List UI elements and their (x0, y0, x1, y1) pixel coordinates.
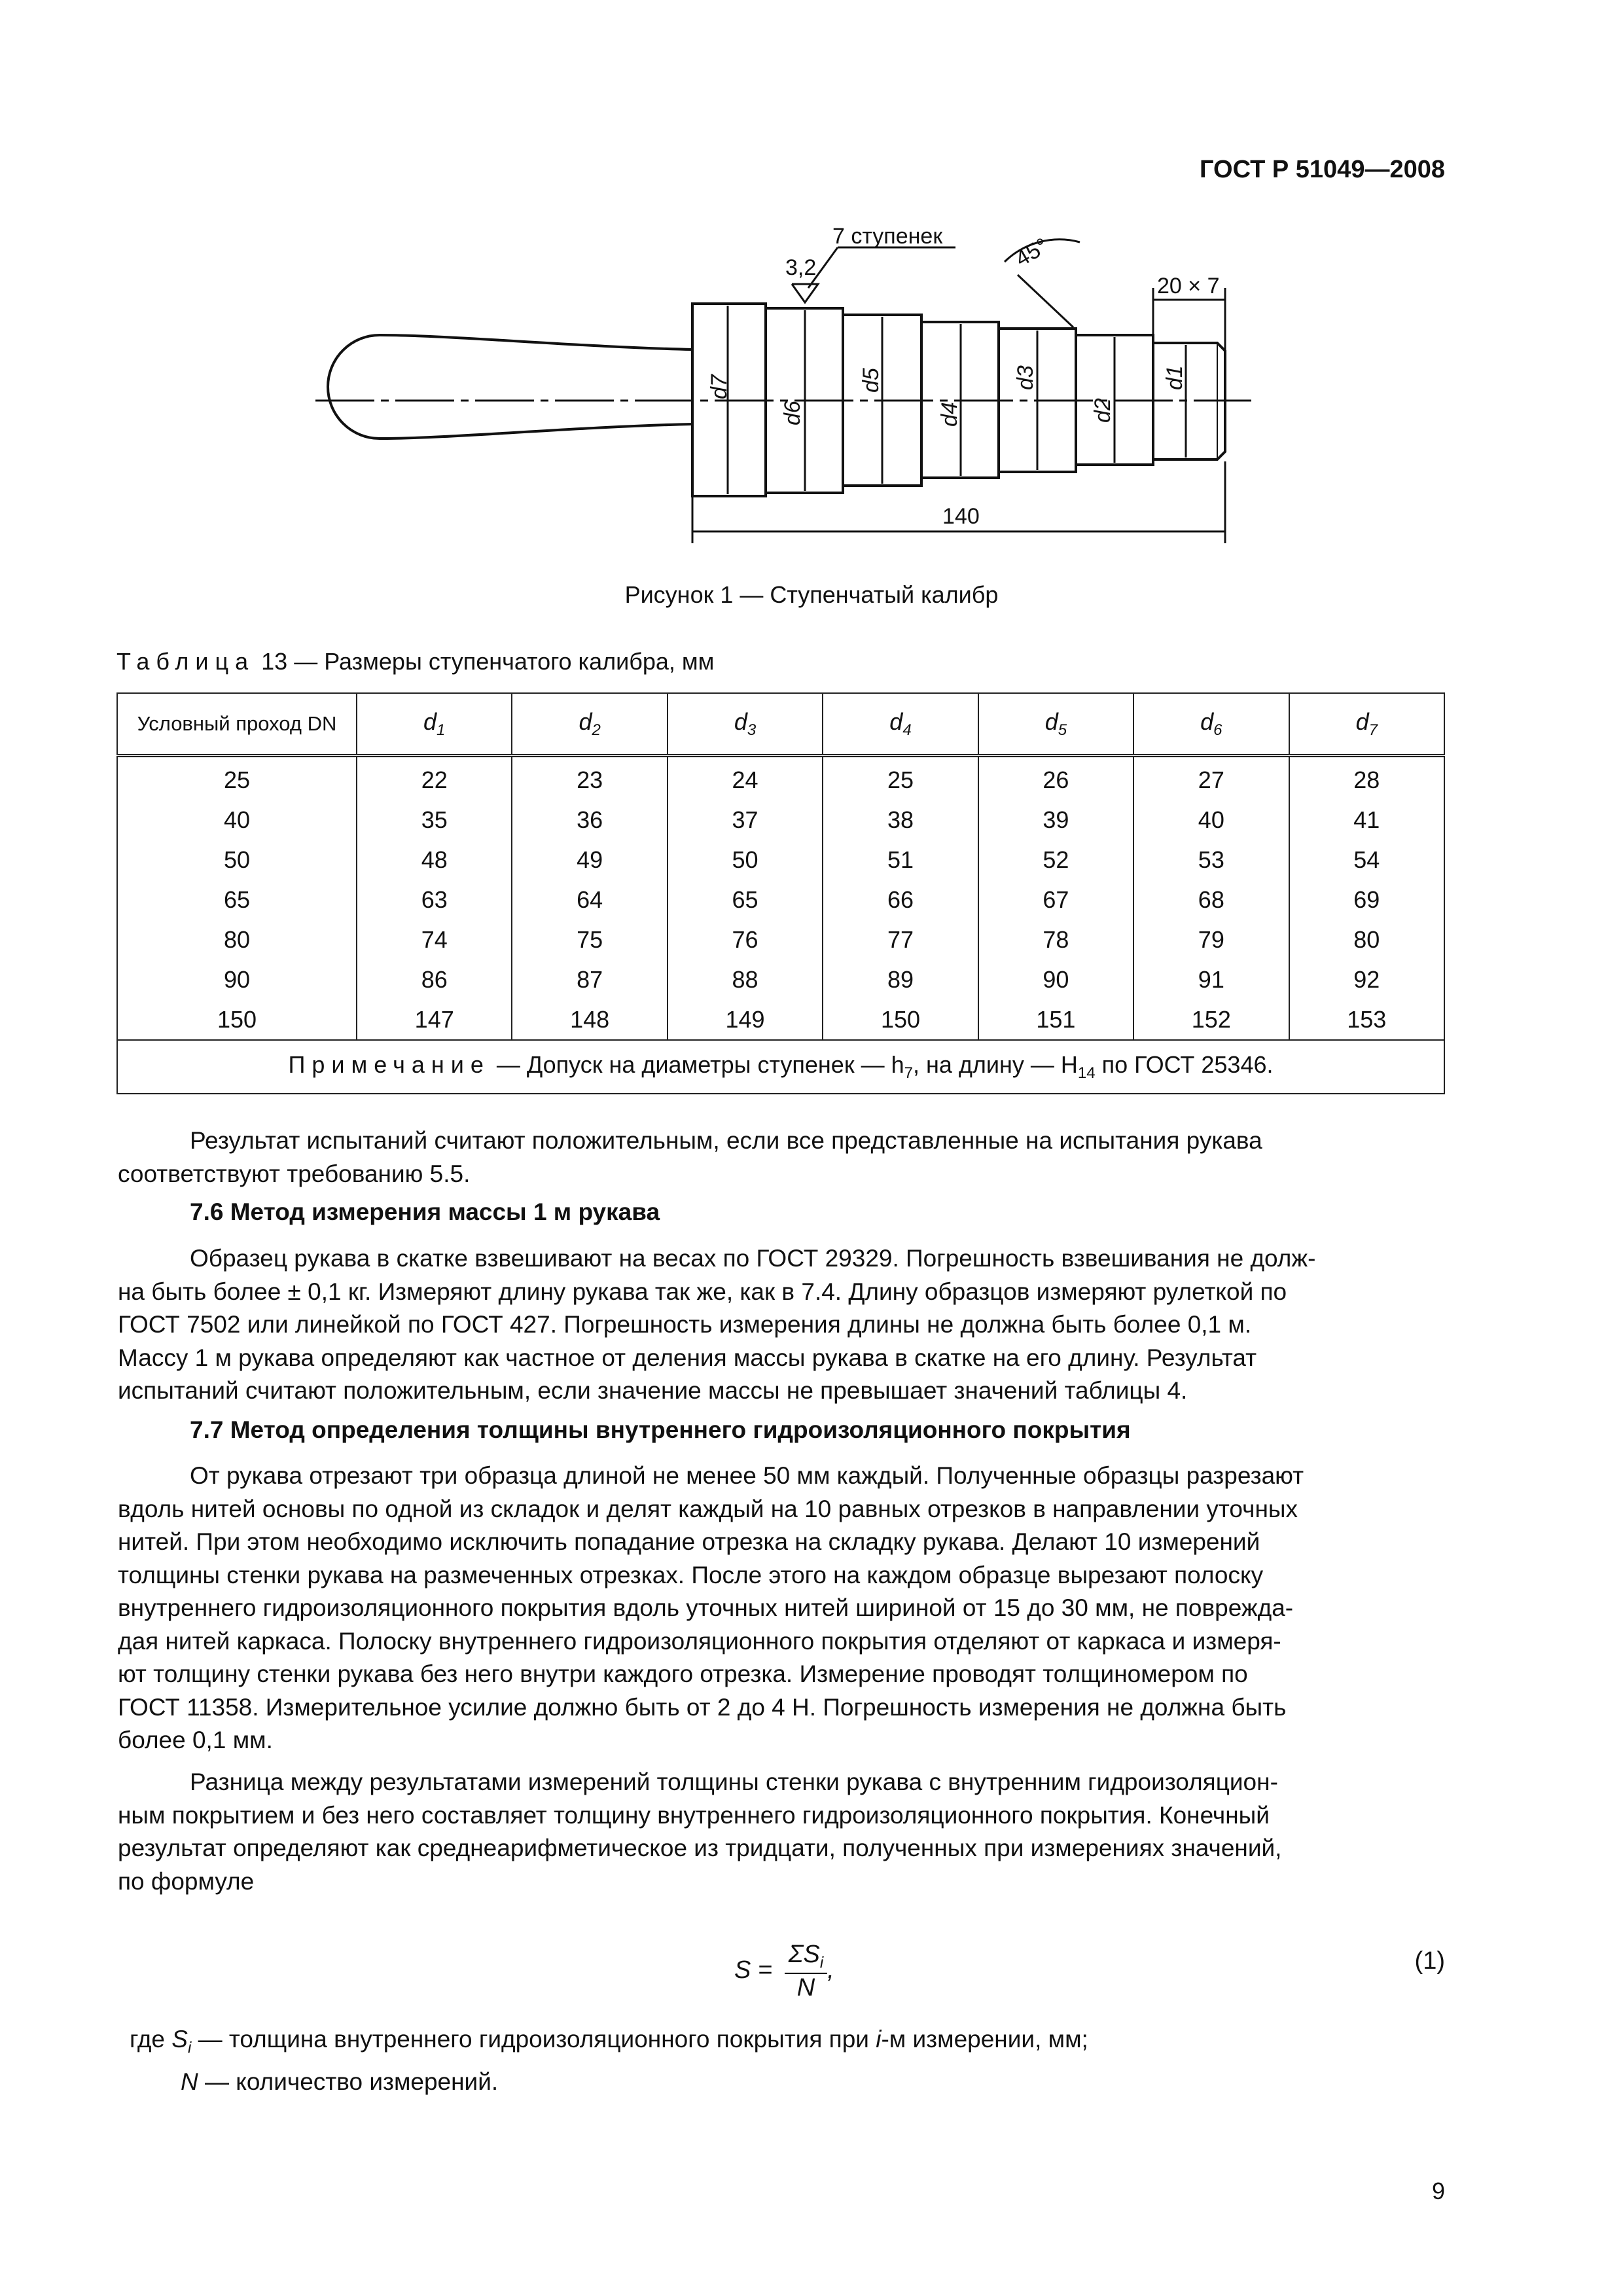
text-line: на быть более ± 0,1 кг. Измеряют длину рукава так же, как в 7.4. Длину образцов измеряют рулеткой по (118, 1278, 1287, 1305)
cell-d1: 22 (357, 756, 512, 800)
text-line: более 0,1 мм. (118, 1727, 273, 1753)
cell-d1: 147 (357, 999, 512, 1040)
figure-caption: Рисунок 1 — Ступенчатый калибр (624, 581, 999, 608)
d7-label: d7 (707, 374, 732, 399)
cell-d4: 89 (823, 960, 978, 999)
text-line: внутреннего гидроизоляционного покрытия вдоль уточных нитей шириной от 15 до 30 мм, не поврежда- (118, 1594, 1294, 1621)
cell-d7: 69 (1289, 880, 1444, 920)
table-title (116, 648, 714, 675)
cell-d2: 23 (512, 756, 667, 800)
section-7-6-heading: 7.6 Метод измерения массы 1 м рукава (190, 1198, 660, 1225)
gauge-handle (328, 335, 692, 439)
cell-d5: 151 (978, 999, 1133, 1040)
section-7-6-paragraph (118, 1242, 1446, 1408)
steps-label: 7 ступенек (832, 224, 943, 249)
text-line: Массу 1 м рукава определяют как частное от деления массы рукава в скатке на его длину. Результат (118, 1344, 1257, 1371)
table-note-row (117, 1040, 1444, 1094)
section-7-7-paragraph (118, 1460, 1446, 1757)
cell-d7: 92 (1289, 960, 1444, 999)
cell-d3: 149 (668, 999, 823, 1040)
roughness-label: 3,2 (785, 255, 817, 280)
cell-d5: 78 (978, 920, 1133, 960)
cell-d3: 88 (668, 960, 823, 999)
text-line: дая нитей каркаса. Полоску внутреннего гидроизоляционного покрытия отделяют от каркаса и измеря- (118, 1627, 1281, 1655)
cell-d1: 74 (357, 920, 512, 960)
cell-dn: 90 (117, 960, 357, 999)
result-paragraph (118, 1124, 1446, 1191)
text-line: От рукава отрезают три образца длиной не менее 50 мм каждый. Полученные образцы разрезают (190, 1462, 1304, 1489)
cell-d7: 153 (1289, 999, 1444, 1040)
cell-d2: 36 (512, 800, 667, 840)
text-line: испытаний считают положительным, если значение массы не превышает значений таблицы 4. (118, 1377, 1188, 1404)
cell-d4: 150 (823, 999, 978, 1040)
cell-d1: 63 (357, 880, 512, 920)
figure-labels (707, 224, 1219, 529)
cell-d3: 24 (668, 756, 823, 800)
equation-number: (1) (1414, 1947, 1445, 1975)
cell-d3: 37 (668, 800, 823, 840)
table-body (117, 756, 1444, 1041)
cell-d4: 66 (823, 880, 978, 920)
header-d4: $d_4$ (823, 693, 978, 756)
section-7-7-heading: 7.7 Метод определения толщины внутреннего гидроизоляционного покрытия (190, 1416, 1131, 1443)
text-line: ГОСТ 11358. Измерительное усилие должно быть от 2 до 4 Н. Погрешность измерения не должна быть (118, 1693, 1287, 1721)
cell-dn: 80 (117, 920, 357, 960)
cell-d4: 38 (823, 800, 978, 840)
text-line: результат определяют как среднеарифметическое из тридцати, полученных при измерениях значений, (118, 1835, 1282, 1861)
cell-d6: 91 (1133, 960, 1289, 999)
formula-lhs: S = (734, 1956, 773, 1984)
final-paragraph (118, 1766, 1446, 1898)
stepped-gauge-figure (0, 0, 1623, 576)
cell-d6: 79 (1133, 920, 1289, 960)
text-line: нитей. При этом необходимо исключить попадание отрезка на складку рукава. Делают 10 измерений (118, 1528, 1260, 1555)
cell-dn: 25 (117, 756, 357, 800)
angle-label: 45° (1011, 233, 1053, 272)
legend-item-n: N — количество измерений. (181, 2068, 499, 2096)
cell-d7: 28 (1289, 756, 1444, 800)
text-line: Разница между результатами измерений толщины стенки рукава с внутренним гидроизоляцион- (190, 1768, 1278, 1795)
table-row (117, 800, 1444, 840)
header-d6: $d_6$ (1133, 693, 1289, 756)
cell-d1: 86 (357, 960, 512, 999)
cell-d1: 48 (357, 840, 512, 880)
table-row (117, 840, 1444, 880)
cell-d3: 65 (668, 880, 823, 920)
table-row (117, 999, 1444, 1040)
header-d3: $d_3$ (668, 693, 823, 756)
cell-d2: 49 (512, 840, 667, 880)
cell-d3: 76 (668, 920, 823, 960)
page-number: 9 (1431, 2178, 1445, 2204)
formula-denominator: N (796, 1973, 815, 2001)
chamfer-label: 20 × 7 (1157, 274, 1220, 298)
cell-d4: 77 (823, 920, 978, 960)
document-code: ГОСТ Р 51049—2008 (1200, 156, 1445, 183)
text-line: ГОСТ 7502 или линейкой по ГОСТ 427. Погрешность измерения длины не должна быть более 0,1 м. (118, 1311, 1252, 1338)
cell-dn: 50 (117, 840, 357, 880)
length-label: 140 (942, 504, 980, 529)
cell-d7: 80 (1289, 920, 1444, 960)
header-d5: $d_5$ (978, 693, 1133, 756)
text-line: вдоль нитей основы по одной из складок и делят каждый на 10 равных отрезков в направлении уточных (118, 1495, 1298, 1522)
d2-label: d2 (1090, 398, 1115, 423)
cell-d6: 27 (1133, 756, 1289, 800)
header-d7: $d_7$ (1289, 693, 1444, 756)
cell-d5: 26 (978, 756, 1133, 800)
cell-d4: 51 (823, 840, 978, 880)
cell-d4: 25 (823, 756, 978, 800)
cell-d2: 87 (512, 960, 667, 999)
formula-numerator: $\Sigma S_i$ (785, 1941, 827, 1974)
note-label: Примечание (288, 1050, 490, 1078)
table-row (117, 756, 1444, 800)
d5-label: d5 (859, 368, 883, 393)
d4-label: d4 (937, 402, 962, 427)
cell-dn: 40 (117, 800, 357, 840)
table-title-rest: 13 — Размеры ступенчатого калибра, мм (255, 648, 715, 675)
table-title-prefix: Таблица (116, 648, 255, 675)
cell-d6: 68 (1133, 880, 1289, 920)
formula-1: S = $\frac{\Sigma S_i}{N}$ , (734, 1941, 834, 2001)
cell-d5: 52 (978, 840, 1133, 880)
cell-d6: 53 (1133, 840, 1289, 880)
text-line: Результат испытаний считают положительным, если все представленные на испытания рукава (190, 1127, 1262, 1154)
header-d1: $d_1$ (357, 693, 512, 756)
cell-d5: 67 (978, 880, 1133, 920)
table-row (117, 880, 1444, 920)
formula-fraction (785, 1941, 827, 2002)
text-line: по формуле (118, 1867, 255, 1895)
d6-label: d6 (780, 401, 805, 425)
cell-d2: 148 (512, 999, 667, 1040)
text-line: толщины стенки рукава на размеченных отрезках. После этого на каждом образце вырезают полоску (118, 1561, 1264, 1588)
header-d2: $d_2$ (512, 693, 667, 756)
cell-d7: 54 (1289, 840, 1444, 880)
table-note: Примечание — Допуск на диаметры ступенек — $h_7$, на длину — $H_{14}$ по ГОСТ 25346. (117, 1040, 1444, 1094)
header-dn: Условный проход DN (117, 693, 357, 756)
table-row (117, 960, 1444, 999)
cell-d2: 64 (512, 880, 667, 920)
formula-legend (130, 2022, 1088, 2099)
dimensions-table (116, 692, 1445, 1094)
text-line: Образец рукава в скатке взвешивают на весах по ГОСТ 29329. Погрешность взвешивания не долж- (190, 1245, 1316, 1272)
legend-item-si: где $S_i$ — толщина внутреннего гидроизоляционного покрытия при i-м измерении, мм; (130, 2026, 1088, 2057)
cell-d2: 75 (512, 920, 667, 960)
d3-label: d3 (1013, 365, 1038, 390)
cell-d6: 152 (1133, 999, 1289, 1040)
text-line: ным покрытием и без него составляет толщину внутреннего гидроизоляционного покрытия. Конечный (118, 1801, 1270, 1829)
table-row (117, 920, 1444, 960)
text-line: соответствуют требованию 5.5. (118, 1160, 471, 1187)
cell-d5: 90 (978, 960, 1133, 999)
cell-d7: 41 (1289, 800, 1444, 840)
text-line: ют толщину стенки рукава без него внутри каждого отрезка. Измерение проводят толщиномером по (118, 1660, 1248, 1687)
cell-dn: 65 (117, 880, 357, 920)
cell-d1: 35 (357, 800, 512, 840)
cell-d5: 39 (978, 800, 1133, 840)
d1-label: d1 (1162, 365, 1187, 390)
table-header-row (117, 693, 1444, 756)
cell-dn: 150 (117, 999, 357, 1040)
cell-d6: 40 (1133, 800, 1289, 840)
cell-d3: 50 (668, 840, 823, 880)
roughness-symbol (792, 284, 818, 302)
